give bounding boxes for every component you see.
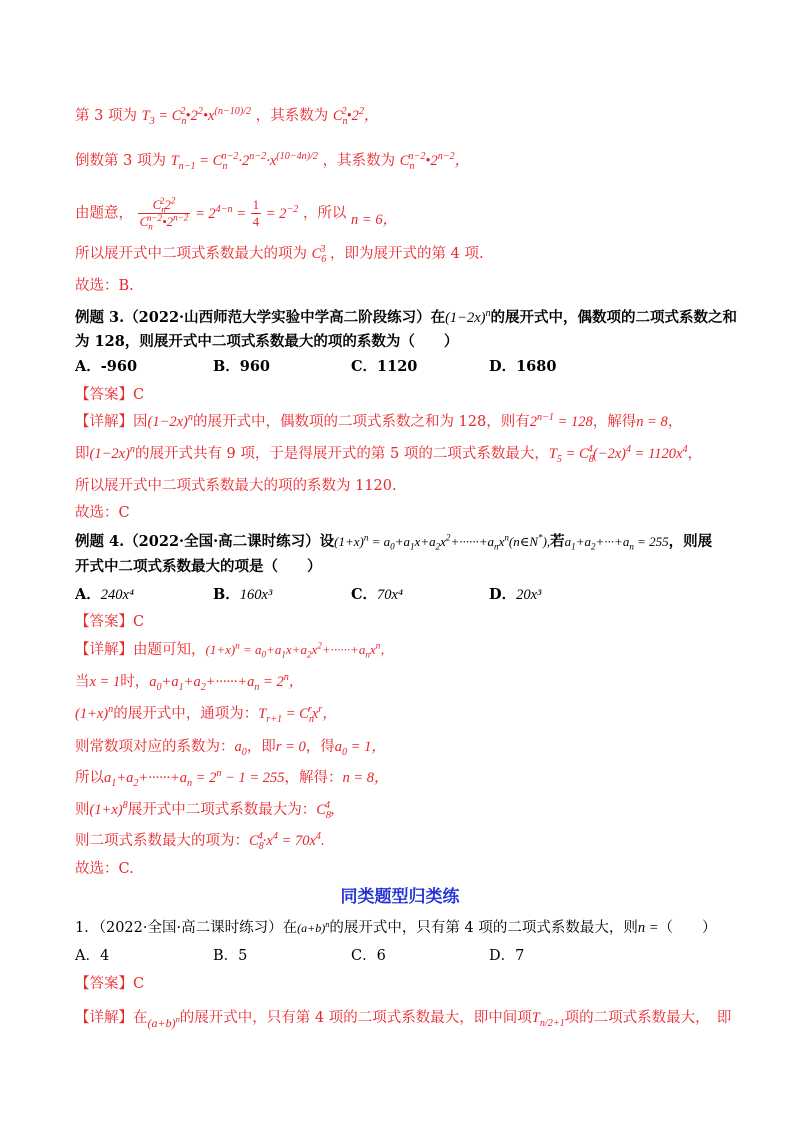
- ex4-answer-label: 【答案】: [75, 614, 133, 630]
- math-1x-n: $(1+x)^n$: [75, 704, 114, 722]
- l1-text: 第 3 项为: [75, 108, 137, 124]
- example-3-options: [75, 357, 735, 377]
- ex4-option-b-label: B．: [213, 586, 240, 603]
- ex4-q-after: ，则展: [668, 533, 713, 550]
- ex4-detail-2: [75, 672, 735, 692]
- q1-before: 在: [282, 920, 298, 936]
- math-1-2x-n-c: $(1-2x)^n$: [89, 444, 135, 462]
- math-coef-2: $C_n^{n-2}•2^{n-2}$，: [399, 151, 470, 172]
- math-1x-8: $(1+x)^8$: [89, 800, 128, 818]
- ex3-source: （2022·山西师范大学实验中学高二阶段练习）: [124, 309, 431, 326]
- ex3-d2-b: 的展开式共有 9 项，于是得展开式的第 5 项的二项式系数最大，: [134, 446, 549, 462]
- solution-line-3: [75, 197, 735, 230]
- q1-option-b: B．5: [213, 948, 248, 964]
- ex4-option-b: [213, 585, 351, 605]
- math-ratio-eq: = $2^{4-n}$ =: [194, 203, 247, 222]
- math-a0-1: $a_0 = 1$，: [334, 739, 386, 758]
- ex4-option-a-label: A．: [75, 586, 101, 603]
- ex3-detail-3: 所以展开式中二项式系数最大的项的系数为 1120.: [75, 478, 397, 494]
- ex4-d1: 由题可知，: [133, 642, 206, 658]
- math-n8-b: n = 8，: [342, 770, 389, 786]
- ex3-answer-value: C: [133, 387, 145, 403]
- math-tn-1: $T_{n-1} = C_n^{n-2}\cdot 2^{n-2}\cdot x^{(10-4n)/2}$: [170, 151, 318, 172]
- ex3-d1-d: ，: [667, 414, 683, 430]
- l4-text: 所以展开式中二项式系数最大的项为: [75, 246, 307, 262]
- q1-answer: [75, 974, 735, 994]
- math-t-mid: $T_{n/2+1}$: [531, 1010, 565, 1029]
- ex4-d4-c: ，得: [305, 739, 335, 755]
- ex3-d2-c: ，: [687, 446, 702, 462]
- l2-tail: ，其系数为: [322, 153, 396, 169]
- math-x1: x = 1: [89, 674, 121, 690]
- ex4-d2-a: 当: [75, 674, 90, 690]
- math-2n-1: $2^{n-1} = 128$: [529, 412, 593, 430]
- q1-option-c: C．6: [351, 948, 386, 964]
- math-2-neg2: = $2^{-2}$: [265, 203, 299, 222]
- q1-question: [75, 918, 735, 938]
- ex4-d6-a: 则: [75, 802, 90, 818]
- math-ab-n-b: (a+b)n: [147, 1015, 180, 1030]
- math-c84: $C_8^4$，: [316, 800, 345, 821]
- ex4-d4-a: 则常数项对应的系数为：: [75, 739, 235, 755]
- math-ex4-d1: $(1+x)^n = a_0+a_1x+a_2x^2+\cdot\cdot\cdot\cdot\cdot\cdot+a_nx^n$，: [205, 640, 394, 660]
- ex4-option-d: [489, 585, 627, 605]
- ex4-option-c: [351, 585, 489, 605]
- section-title: 同类题型归类练: [340, 887, 460, 907]
- ex4-d7-a: 则二项式系数最大的项为：: [75, 833, 249, 849]
- ex4-q-mid: 若: [550, 533, 565, 550]
- l3-text: 由题意，: [75, 205, 133, 222]
- ex4-option-d-math: 20x³: [516, 587, 542, 603]
- math-coef-1: $C_n^2•2^2$，: [332, 106, 379, 127]
- ex4-option-a-math: 240x⁴: [100, 587, 134, 603]
- example-3-question: [75, 308, 738, 328]
- ex4-detail-label: 【详解】: [75, 642, 133, 658]
- q1-detail-label: 【详解】: [75, 1010, 133, 1026]
- math-sum-255: $a_1+a_2+\cdot\cdot\cdot\cdot\cdot\cdot+a_n = 2^n - 1 = 255$: [104, 768, 285, 789]
- solution-line-2: [75, 151, 735, 171]
- ex4-option-c-label: C．: [351, 586, 378, 603]
- math-c63: $C_6^3$: [311, 244, 327, 265]
- ex3-option-a: A．-960: [75, 358, 138, 375]
- math-ratio-fraction: $\frac{C_n^22^2}{C_n^{n-2}•2^{n-2}}$: [139, 195, 189, 232]
- ex3-option-d: D．1680: [489, 358, 557, 375]
- math-ex4-sum: $a_1+a_2+\cdot\cdot\cdot+a_n = 255$: [564, 534, 669, 552]
- math-t5: $T_5 = C_8^4(-2x)^4 = 1120x^4$: [548, 444, 688, 465]
- math-n6: n = 6，: [351, 211, 398, 228]
- ex3-end: 故选：C: [75, 505, 130, 521]
- q1-paren: （ ）: [658, 920, 717, 936]
- math-1-2x-n: $(1-2x)^n$: [445, 308, 491, 326]
- ex3-q-after: 的展开式中，偶数项的二项式系数之和: [490, 309, 738, 326]
- ex4-detail-7: [75, 831, 735, 851]
- ex4-detail-1: [75, 640, 735, 660]
- math-n-eq: n =: [637, 920, 659, 936]
- math-ab-n: $(a+b)^n$: [297, 920, 330, 935]
- math-tr1: $T_{r+1} = C_n^rx^r$，: [258, 704, 337, 725]
- ex4-source: （2022·全国·高二课时练习）: [124, 533, 320, 550]
- math-70x4: $C_8^4\cdot x^4 = 70x^4$.: [249, 831, 325, 852]
- q1-d1-b: 的展开式中，只有第 4 项的二项式系数最大，即中间项: [179, 1010, 532, 1026]
- example-4-question: [75, 532, 735, 552]
- ex4-detail-4: [75, 737, 735, 757]
- q1-answer-label: 【答案】: [75, 976, 133, 992]
- ex3-detail-label: 【详解】: [75, 414, 133, 430]
- math-ex4-expansion: $(1+x)^n$ = $a_0+a_1x+a_2x^2+\cdot\cdot\cdot\cdot\cdot\cdot+a_nx^n(n\in N^*)$,: [334, 532, 551, 552]
- example-3-question-line2: 为 128，则展开式中二项式系数最大的项的系数为（ ）: [75, 333, 459, 350]
- example-4-question-line2: 开式中二项式系数最大的项是（ ）: [75, 558, 322, 575]
- ex3-option-b: B．960: [213, 358, 271, 375]
- ex4-label: 例题 4.: [75, 533, 125, 550]
- ex3-d1-c: ，解得: [592, 414, 637, 430]
- l2-text: 倒数第 3 项为: [75, 153, 166, 169]
- ex4-answer-value: C: [133, 614, 145, 630]
- ex3-d1-b: 的展开式中，偶数项的二项式系数之和为 128，则有: [192, 414, 530, 430]
- example-4-options: [75, 585, 735, 605]
- ex4-d5-a: 所以: [75, 770, 104, 786]
- ex3-d2-a: 即: [75, 446, 90, 462]
- q1-num: 1．: [75, 920, 99, 936]
- ex4-detail-3: [75, 704, 735, 724]
- l1-tail: ，其系数为: [255, 108, 329, 124]
- ex4-q-before: 设: [319, 533, 335, 550]
- ex3-answer-label: 【答案】: [75, 387, 133, 403]
- q1-option-a: A．4: [75, 948, 110, 964]
- math-1-2x-n-b: $(1-2x)^n$: [147, 412, 193, 430]
- q1-option-d: D．7: [489, 948, 525, 964]
- ex3-detail-1: [75, 412, 735, 432]
- ex4-d4-b: ，即: [246, 739, 276, 755]
- q1-after: 的展开式中，只有第 4 项的二项式系数最大，则: [329, 920, 638, 936]
- ex4-detail-6: [75, 800, 735, 820]
- ex4-option-a: [75, 585, 213, 605]
- ex4-detail-8: 故选：C.: [75, 861, 134, 877]
- ex3-label: 例题 3.: [75, 309, 125, 326]
- q1-d1-a: 在: [133, 1010, 148, 1026]
- ex4-option-c-math: 70x⁴: [377, 587, 404, 603]
- ex3-d1-a: 因: [133, 414, 148, 430]
- solution-line-5: 故选：B.: [75, 278, 134, 294]
- solution-line-1: [75, 106, 735, 126]
- ex3-answer: [75, 385, 735, 405]
- q1-source: （2022·全国·高二课时练习）: [98, 920, 283, 936]
- ex4-detail-5: [75, 768, 735, 788]
- ex4-option-d-label: D．: [489, 586, 517, 603]
- q1-answer-value: C: [133, 976, 145, 992]
- math-n8: n = 8: [636, 414, 668, 430]
- ex4-answer: [75, 612, 735, 632]
- math-r0: r = 0: [275, 739, 306, 755]
- ex3-detail-2: [75, 444, 735, 464]
- ex3-option-c: C．1120: [351, 358, 418, 375]
- math-a0: $a_0$: [234, 739, 247, 758]
- q1-detail-1: [75, 1008, 735, 1028]
- l4-tail: ，即为展开式的第 4 项.: [330, 246, 484, 262]
- q1-options: [75, 946, 735, 966]
- math-t3: $T_3$ = $C_n^2•2^2•x^{(n-10)/2}$: [141, 106, 252, 127]
- math-quarter: $\frac{1}{4}$: [252, 197, 260, 229]
- l3-tail: ，所以: [302, 205, 347, 222]
- ex4-option-b-math: 160x³: [239, 587, 273, 603]
- solution-line-4: [75, 244, 735, 264]
- ex4-d5-b: ，解得：: [284, 770, 343, 786]
- ex4-d6-b: 展开式中二项式系数最大为：: [127, 802, 317, 818]
- ex4-d3-b: 的展开式中，通项为：: [113, 706, 259, 722]
- q1-d1-c: 项的二项式系数最大， 即: [564, 1010, 732, 1026]
- ex4-d2-b: 时，: [120, 674, 150, 690]
- math-sum-2n: $a_0+a_1+a_2+\cdot\cdot\cdot\cdot\cdot\cdot+a_n = 2^n$，: [149, 672, 304, 693]
- ex3-q-before: 在: [430, 309, 446, 326]
